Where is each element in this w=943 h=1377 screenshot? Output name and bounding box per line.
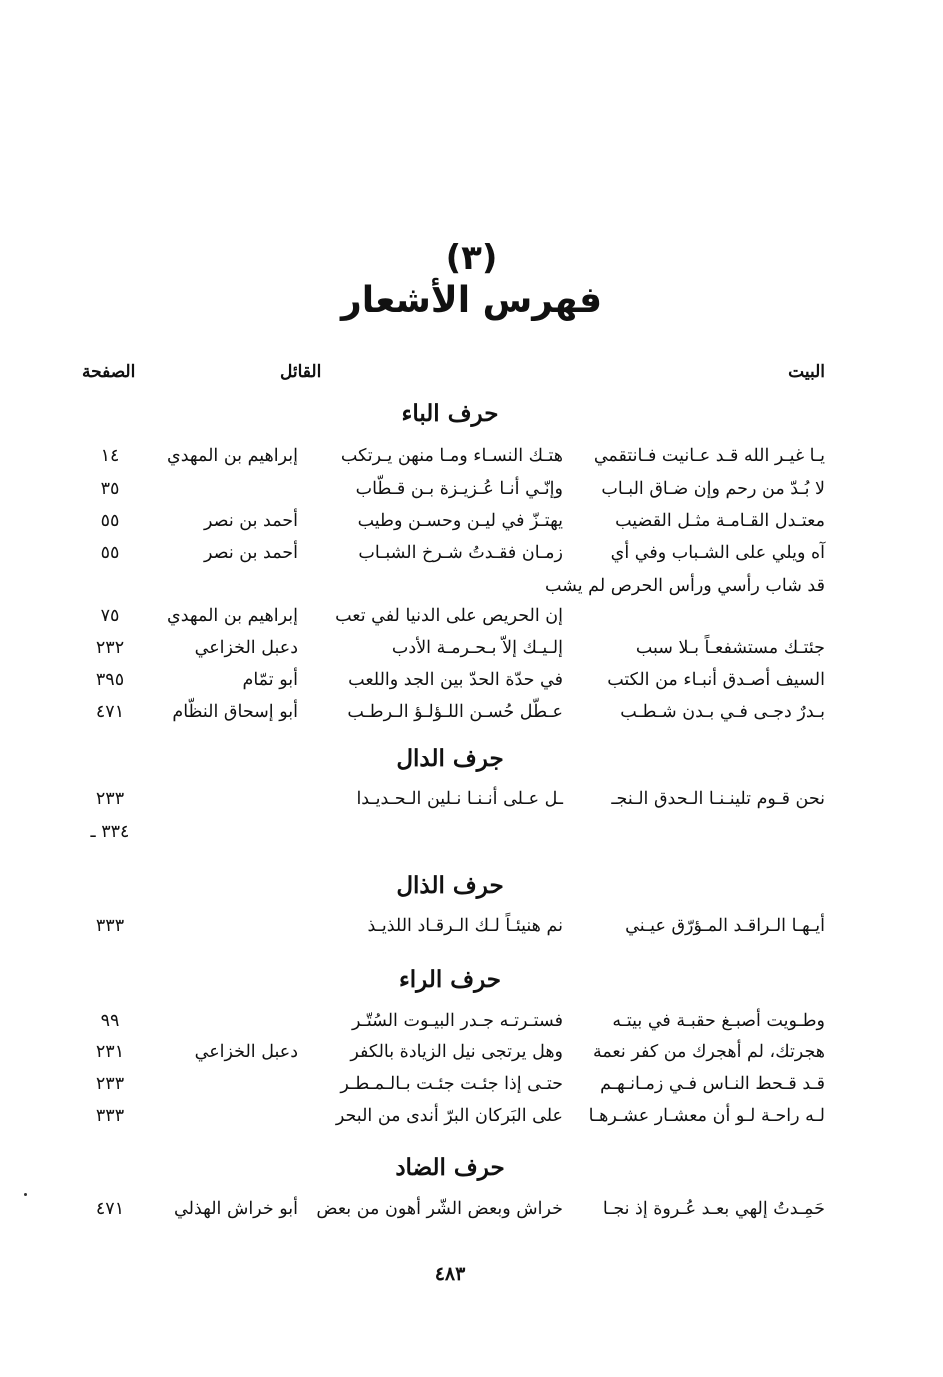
verse-row [0, 670, 943, 700]
poet-name: أحمد بن نصر [203, 511, 298, 531]
verse-first-hemistich: معتـدل القـامـة مثـل القضيب [615, 511, 825, 531]
verse-first-hemistich: نحن قـوم تلينـنـا الـحدق الـنجـ [611, 789, 825, 809]
verse-row [0, 1106, 943, 1136]
verse-first-hemistich: آه ويلي على الشـباب وفي أي [610, 543, 825, 563]
page-ref: ٣٣٤ ـ [90, 822, 130, 842]
verse-second-hemistich: على البَركان البرّ أندى من البحر [335, 1106, 563, 1126]
verse-first-hemistich: حَمِـدتُ إلهي بعـد عُـروة إذ نجـا [602, 1199, 825, 1219]
page-ref: ٣٥ [100, 479, 120, 499]
verse-row [0, 789, 943, 819]
page-ref: ٩٩ [100, 1011, 120, 1031]
verse-second-hemistich: حتـى إذا جئـت جئـت بـالـمـطـر [340, 1074, 563, 1094]
verse-row [0, 1011, 943, 1041]
verse-row [0, 916, 943, 946]
verse-row [0, 576, 943, 606]
verse-row [0, 702, 943, 732]
verse-second-hemistich: إلـيـك إلاّ بـحـرمـة الأدب [391, 638, 563, 658]
verse-first-hemistich: لا بُـدّ من رحم وإن ضـاق البـاب [601, 479, 825, 499]
poet-name: دعبل الخزاعي [194, 1042, 298, 1062]
page-ref: ٢٣٣ [95, 1074, 125, 1094]
verse-second-hemistich: وهل يرتجى نيل الزيادة بالكفر [350, 1042, 563, 1062]
section-heading-ra: حرف الراء [398, 966, 502, 993]
verse-first-hemistich: أيـهـا الـراقـد المـؤرّق عيـني [625, 916, 825, 936]
page-ref: ٢٣١ [95, 1042, 125, 1062]
verse-first-hemistich: يـا غيـر الله قـد عـانيت فـانتقمي [593, 446, 825, 466]
verse-second-hemistich: خراش وبعض الشّر أهون من بعض [316, 1199, 563, 1219]
column-header-poet: القائل [280, 362, 322, 382]
verse-row [0, 446, 943, 476]
verse-second-hemistich: عـطّل حُسـن اللـؤلـؤ الـرطـب [347, 702, 563, 722]
page-ref: ١٤ [100, 446, 120, 466]
section-heading-dad: حرف الضاد [395, 1154, 505, 1181]
verse-first-hemistich: السيف أصـدق أنبـاء من الكتب [607, 670, 825, 690]
verse-second-hemistich: يهتـزّ في ليـن وحسـن وطيب [357, 511, 563, 531]
poet-name: إبراهيم بن المهدي [167, 446, 298, 466]
verse-row [0, 511, 943, 541]
verse-row [0, 1042, 943, 1072]
verse-first-hemistich: جئتـك مستشفعـاً بـلا سبب [635, 638, 825, 658]
page-ref: ٤٧١ [95, 702, 125, 722]
verse-row [0, 822, 943, 852]
verse-first-hemistich: وطـويت أصبـغ حقبـة في بيتـه [612, 1011, 825, 1031]
verse-row [0, 479, 943, 509]
verse-row [0, 638, 943, 668]
page-ref: ٧٥ [100, 606, 120, 626]
page-ref: ٢٣٣ [95, 789, 125, 809]
verse-second-hemistich: إن الحريص على الدنيا لفي تعب [335, 606, 563, 626]
page-ref: ٥٥ [100, 511, 120, 531]
verse-first-hemistich: قـد قـحط النـاس فـي زمـانـهـم [600, 1074, 825, 1094]
poet-name: أبو تمّام [242, 670, 298, 690]
poet-name: أبو إسحاق النظّام [172, 702, 298, 722]
page-ref: ٣٣٣ [95, 916, 125, 936]
verse-second-hemistich: ـل عـلى أنـنـا نـلين الـحـديـدا [356, 789, 563, 809]
index-title: فهرس الأشعار [340, 280, 603, 321]
poet-name: أحمد بن نصر [203, 543, 298, 563]
verse-second-hemistich: وإنّـي أنـا عُـزيـزة بـن قـطّاب [355, 479, 563, 499]
page-ref: ٤٧١ [95, 1199, 125, 1219]
page-ref: ٣٣٣ [95, 1106, 125, 1126]
verse-row [0, 543, 943, 573]
page-number: ٤٨٣ [434, 1263, 466, 1285]
verse-row [0, 1199, 943, 1229]
verse-first-hemistich: قد شاب رأسي ورأس الحرص لم يشب [544, 576, 825, 596]
verse-first-hemistich: هجرتك، لم أهجرك من كفر نعمة [592, 1042, 825, 1062]
verse-row [0, 606, 943, 636]
page-ref: ٣٩٥ [95, 670, 125, 690]
poet-name: أبو خراش الهذلي [174, 1199, 298, 1219]
page-ref: ٢٣٢ [95, 638, 125, 658]
verse-second-hemistich: في حدّة الحدّ بين الجد واللعب [348, 670, 563, 690]
verse-second-hemistich: نم هنيئـاً لـك الـرقـاد اللذيـذ [367, 916, 563, 936]
section-heading-dal: جرف الدال [396, 745, 504, 772]
section-heading-ba: حرف الباء [401, 400, 499, 427]
verse-second-hemistich: زمـان فقـدتُ شـرخ الشبـاب [358, 543, 563, 563]
verse-row [0, 1074, 943, 1104]
column-header-page: الصفحة [82, 362, 136, 382]
poet-name: دعبل الخزاعي [194, 638, 298, 658]
page-ref: ٥٥ [100, 543, 120, 563]
verse-second-hemistich: هتـك النسـاء ومـا منهن يـرتكب [340, 446, 563, 466]
column-header-verse: البيت [788, 362, 825, 382]
scan-speck [24, 1193, 27, 1196]
section-heading-dhal: حرف الذال [396, 872, 504, 899]
verse-first-hemistich: بـدرٌ دجـى فـي بـدن شـطـب [620, 702, 825, 722]
verse-first-hemistich: لـه راحـة لـو أن معشـار عشـرهـا [588, 1106, 825, 1126]
index-number: (٣) [445, 238, 498, 278]
verse-second-hemistich: فستـرتـه جـدر البيـوت السُتّـر [352, 1011, 563, 1031]
poet-name: إبراهيم بن المهدي [167, 606, 298, 626]
